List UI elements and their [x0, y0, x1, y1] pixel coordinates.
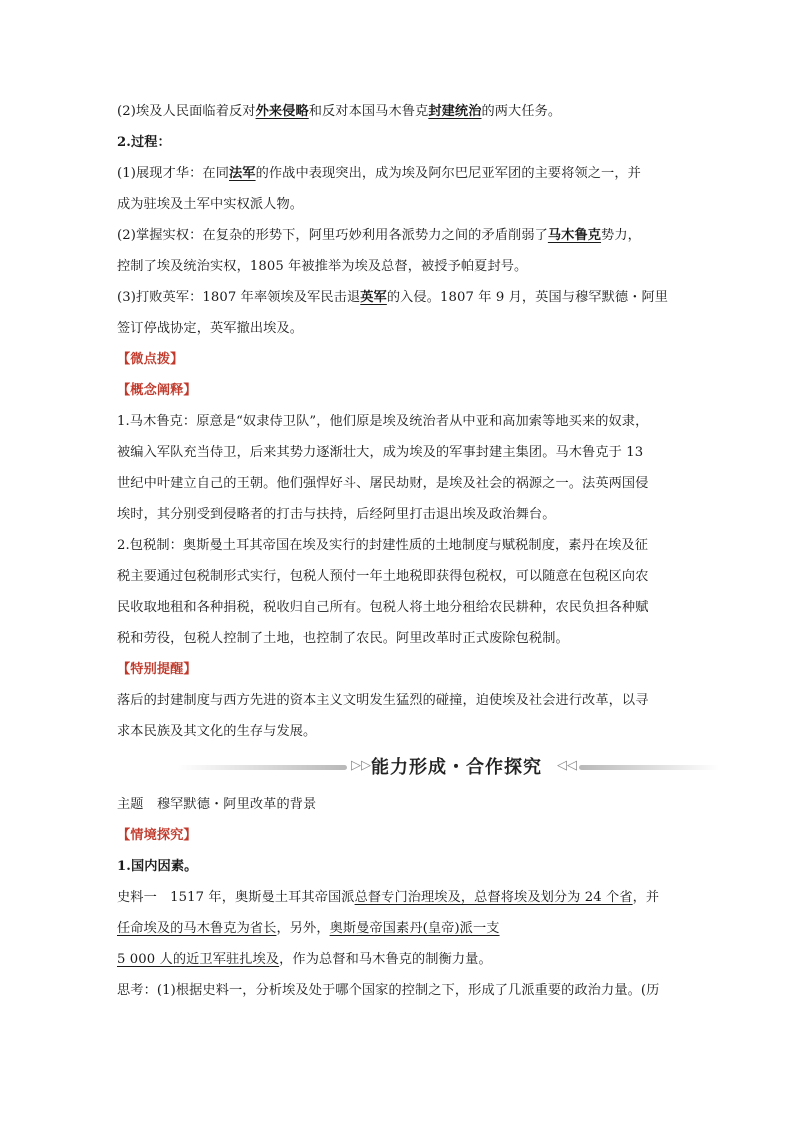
process-item-2-cont: 控制了埃及统治实权，1805 年被推举为埃及总督，被授予帕夏封号。 [117, 259, 528, 274]
material-one-line [117, 944, 677, 975]
double-arrow-left-icon: ◁◁ [557, 758, 577, 773]
section-title: 能力形成・合作探究 [371, 757, 542, 778]
text: ，另外， [276, 921, 330, 936]
section-banner [117, 749, 677, 785]
reminder-line: 落后的封建制度与西方先进的资本主义文明发生猛烈的碰撞，迫使埃及社会进行改革，以寻 [117, 693, 649, 708]
keyword-foreign-aggression: 外来侵略 [255, 104, 309, 119]
banner-right-rule [579, 765, 719, 770]
text: ，作为总督和马木鲁克的制衡力量。 [279, 952, 492, 967]
reminder-tag: 【特别提醒】 [117, 662, 197, 677]
concept-tax-farming-line: 民收取地租和各种捐税，税收归自己所有。包税人将土地分租给农民耕种，农民负担各种赋 [117, 600, 649, 615]
text: 的作战中表现突出，成为埃及阿尔巴尼亚军团的主要将领之一，并 [255, 166, 641, 181]
underlined-text: 5 000 人的近卫军驻扎埃及 [117, 952, 280, 967]
tip-tag: 【微点拨】 [117, 352, 184, 367]
domestic-factors-heading: 1.国内因素。 [117, 859, 198, 874]
material-one-line [117, 882, 677, 913]
process-item-3 [117, 282, 677, 313]
text: (2)埃及人民面临着反对 [117, 104, 256, 119]
concept-tax-farming-line: 税和劳役，包税人控制了土地，也控制了农民。阿里改革时正式废除包税制。 [117, 631, 569, 646]
concept-mamluk-line: 被编入军队充当侍卫，后来其势力逐渐壮大，成为埃及的军事封建主集团。马木鲁克于 13 [117, 445, 644, 460]
concept-tax-farming-line: 2.包税制：奥斯曼土耳其帝国在埃及实行的封建性质的土地制度与赋税制度，素丹在埃及征 [117, 538, 648, 553]
concept-mamluk-line: 世纪中叶建立自己的王朝。他们强悍好斗、屠民劫财，是埃及社会的祸源之一。法英两国侵 [117, 476, 649, 491]
question-line: 思考：(1)根据史料一，分析埃及处于哪个国家的控制之下，形成了几派重要的政治力量。(历 [117, 983, 660, 998]
underlined-text: 奥斯曼帝国素丹(皇帝)派一支 [329, 921, 500, 936]
reminder-line: 求本民族及其文化的生存与发展。 [117, 724, 317, 739]
task-paragraph [117, 96, 677, 127]
keyword-british-army: 英军 [360, 290, 387, 305]
concept-mamluk-line: 1.马木鲁克：原意是“奴隶侍卫队”，他们原是埃及统治者从中亚和高加索等地买来的奴隶， [117, 414, 649, 429]
text: 的入侵。1807 年 9 月，英国与穆罕默德・阿里 [386, 290, 669, 305]
process-item-3-cont: 签订停战协定，英军撤出埃及。 [117, 321, 304, 336]
keyword-feudal-rule: 封建统治 [428, 104, 482, 119]
text: 和反对本国马木鲁克 [308, 104, 429, 119]
concept-tax-farming-line: 税主要通过包税制形式实行，包税人预付一年土地税即获得包税权，可以随意在包税区向农 [117, 569, 649, 584]
concept-tag: 【概念阐释】 [117, 383, 197, 398]
document-page [117, 96, 677, 1006]
banner-left-rule [177, 765, 347, 770]
keyword-mamluk: 马木鲁克 [547, 228, 602, 243]
underlined-text: 总督专门治理埃及，总督将埃及划分为 24 个省 [354, 890, 633, 905]
text: (3)打败英军：1807 年率领埃及军民击退 [117, 290, 361, 305]
text: 的两大任务。 [481, 104, 562, 119]
process-item-2 [117, 220, 677, 251]
text: 势力， [601, 228, 641, 243]
underlined-text: 任命埃及的马木鲁克为省长 [117, 921, 277, 936]
process-item-1-cont: 成为驻埃及土军中实权派人物。 [117, 197, 304, 212]
double-arrow-right-icon: ▷▷ [351, 758, 371, 773]
text: (2)掌握实权：在复杂的形势下，阿里巧妙利用各派势力之间的矛盾削弱了 [117, 228, 548, 243]
process-item-1 [117, 158, 677, 189]
topic-title: 主题 穆罕默德・阿里改革的背景 [117, 797, 317, 812]
process-heading: 2.过程： [117, 135, 171, 150]
text: (1)展现才华：在同 [117, 166, 229, 181]
keyword-french-army: 法军 [229, 166, 256, 181]
scenario-tag: 【情境探究】 [117, 828, 197, 843]
text: 史料一 1517 年，奥斯曼土耳其帝国派 [117, 890, 355, 905]
concept-mamluk-line: 埃时，其分别受到侵略者的打击与扶持，后经阿里打击退出埃及政治舞台。 [117, 507, 556, 522]
text: ，并 [632, 890, 660, 905]
material-one-line [117, 913, 677, 944]
